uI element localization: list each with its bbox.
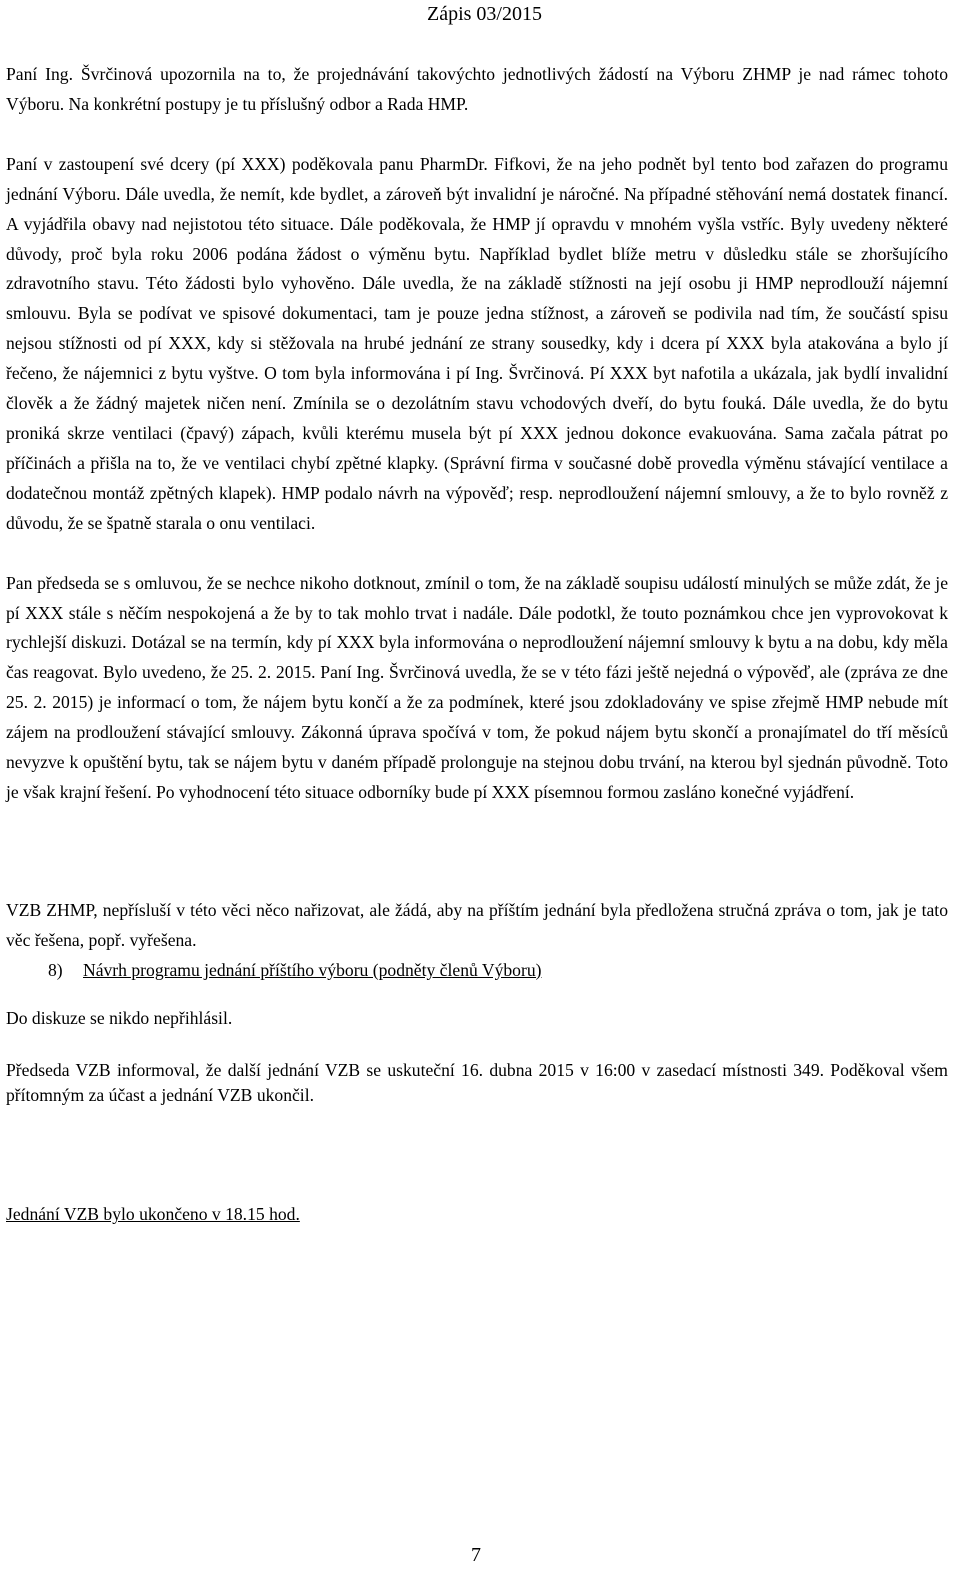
paragraph-chairman-remark: Pan předseda se s omluvou, že se nechce nikoho dotknout, zmínil o tom, že na základě soupisu událostí minulých se může zdát, že je pí XXX stále s něčím nespokojená a že by to tak mohlo trvat i nadále. Dále podotkl, že touto poznámkou chce jen vyprovokovat k rychlejší diskuzi. Dotázal se na termín, kdy pí XXX byla informována o neprodloužení nájemní smlouvy k bytu a na dobu, kdy měla čas reagovat. Bylo uvedeno, že 25. 2. 2015. Paní Ing. Švrčinová uvedla, že se v této fázi ještě nejedná o výpověď, ale (zpráva ze dne 25. 2. 2015) je informací o tom, že nájem bytu končí a že za podmínek, které jsou zdokladovány ve spise zřejmě HMP nebude mít zájem na prodloužení stávající smlouvy. Zákonná úprava spočívá v tom, že pokud nájem bytu skončí a pronajímatel do tří měsíců nevyzve k opuštění bytu, tak se nájem bytu v daném případě prolonguje na stejnou dobu trvání, na kterou byl sjednán původně. Toto je však krajní řešení. Po vyhodnocení této situace odborníky bude pí XXX písemnou formou zasláno konečné vyjádření.	[6, 572, 948, 802]
document-body	[6, 60, 948, 1230]
meeting-end-note: Jednání VZB bylo ukončeno v 18.15 hod.	[6, 1204, 300, 1225]
next-meeting-announcement: Předseda VZB informoval, že další jednání VZB se uskuteční 16. dubna 2015 v 16:00 v zasedací místnosti 349. Poděkoval všem přítomným za účast a jednání VZB ukončil.	[6, 1060, 948, 1105]
paragraph-committee-scope: Paní Ing. Švrčinová upozornila na to, že projednávání takovýchto jednotlivých žádostí na Výboru ZHMP je nad rámec tohoto Výboru. Na konkrétní postupy je tu příslušný odbor a Rada HMP.	[6, 64, 948, 114]
document-header: Zápis 03/2015	[427, 3, 542, 25]
agenda-item-number: 8)	[48, 959, 63, 980]
agenda-item-title: Návrh programu jednání příštího výboru (podněty členů Výboru)	[83, 959, 542, 980]
paragraph-committee-request: VZB ZHMP, nepřísluší v této věci něco nařizovat, ale žádá, aby na příštím jednání byla předložena stručná zpráva o tom, jak je tato věc řešena, popř. vyřešena.	[6, 899, 948, 950]
no-discussion-note: Do diskuze se nikdo nepřihlásil.	[6, 1007, 233, 1028]
agenda-item-heading	[6, 956, 948, 986]
page-number: 7	[471, 1544, 481, 1566]
paragraph-applicant-statement: Paní v zastoupení své dcery (pí XXX) poděkovala panu PharmDr. Fifkovi, že na jeho podnět byl tento bod zařazen do programu jednání Výboru. Dále uvedla, že nemít, kde bydlet, a zároveň být invalidní je náročné. Na případné stěhování nemá dostatek financí. A vyjádřila obavy nad nejistotou této situace. Dále poděkovala, že HMP jí opravdu v mnohém vyšla vstříc. Byly uvedeny některé důvody, proč byla roku 2006 podána žádost o výměnu bytu. Například bydlet blíže metru v důsledku stále se zhoršujícího zdravotního stavu. Této žádosti bylo vyhověno. Dále uvedla, že na základě stížnosti na její osobu ji HMP neprodlouží nájemní smlouvu. Byla se podívat ve spisové dokumentaci, tam je pouze jedna stížnost, a zároveň se podivila nad tím, že součástí spisu nejsou stížnosti od pí XXX, kdy si stěžovala na hrubé jednání ze strany sousedky, kdy i dcera pí XXX byla atakována a bylo jí řečeno, že nájemnici z bytu vyštve. O tom byla informována i pí Ing. Švrčinová. Pí XXX byt nafotila a ukázala, jak bydlí invalidní člověk a že žádný majetek ničen není. Zmínila se o dezolátním stavu vchodových dveří, do bytu fouká. Dále uvedla, že do bytu proniká skrze ventilaci (čpavý) zápach, kvůli kterému musela být pí XXX jednou dokonce evakuována. Sama začala pátrat po příčinách a přišla na to, že ve ventilaci chybí zpětné klapky. (Správní firma v současné době provedla výměnu stávající ventilace a dodatečnou montáž zpětných klapek). HMP podalo návrh na výpověď; resp. neprodloužení nájemní smlouvy, a že to bylo rovněž z důvodu, že se špatně starala o onu ventilaci.	[6, 153, 948, 533]
